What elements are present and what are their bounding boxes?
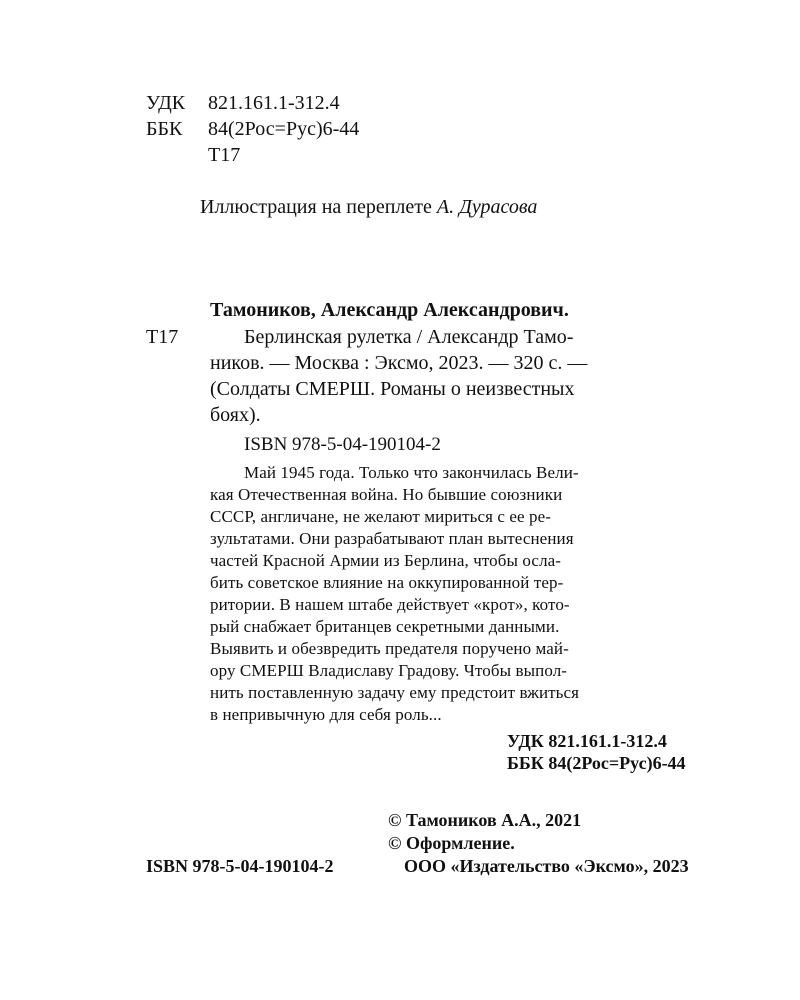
bbk-value: 84(2Рос=Рус)6-44 xyxy=(208,118,360,140)
copyright-isbn: ISBN 978-5-04-190104-2 xyxy=(146,856,334,876)
copyright-author: © Тамоников А.А., 2021 xyxy=(388,810,582,830)
bottom-udk: УДК 821.161.1-312.4 xyxy=(507,731,667,751)
annotation-line: Май 1945 года. Только что закончилась Вели- xyxy=(244,463,579,482)
record-line-3: (Солдаты СМЕРШ. Романы о неизвестных xyxy=(210,378,575,400)
annotation-line: нить поставленную задачу ему предстоит вжиться xyxy=(210,683,580,702)
record-line-1: Берлинская рулетка / Александр Тамо- xyxy=(244,326,574,348)
bottom-bbk: ББК 84(2Рос=Рус)6-44 xyxy=(507,753,686,773)
udk-label: УДК xyxy=(146,92,186,114)
annotation-line: ритории. В нашем штабе действует «крот», кото- xyxy=(210,595,570,614)
bbk-code xyxy=(146,118,359,141)
copyright-design: © Оформление. xyxy=(388,833,515,853)
annotation-line: частей Красной Армии из Берлина, чтобы осла- xyxy=(210,551,562,570)
annotation-line: СССР, англичане, не желают мириться с ее ре- xyxy=(210,507,552,526)
annotation-line: Выявить и обезвредить предателя поручено май- xyxy=(210,639,569,658)
annotation-line: кая Отечественная война. Но бывшие союзники xyxy=(210,485,563,504)
author-mark-record: Т17 xyxy=(146,326,179,348)
author-mark-top: Т17 xyxy=(208,144,241,166)
record-isbn: ISBN 978-5-04-190104-2 xyxy=(244,434,441,455)
annotation-line: рый снабжает британцев секретными данными. xyxy=(210,617,560,636)
annotation-line: зультатами. Они разрабатывают план вытеснения xyxy=(210,529,574,548)
annotation-line: ору СМЕРШ Владиславу Градову. Чтобы выпол- xyxy=(210,661,568,680)
author-heading: Тамоников, Александр Александрович. xyxy=(210,299,569,321)
annotation xyxy=(210,462,716,726)
annotation-line: бить советское влияние на оккупированной тер- xyxy=(210,573,564,592)
illustration-text: Иллюстрация на переплете xyxy=(200,196,432,218)
record-line-2: ников. — Москва : Эксмо, 2023. — 320 с. — xyxy=(210,352,588,374)
annotation-line: в непривычную для себя роль... xyxy=(210,705,442,724)
record-line-4: боях). xyxy=(210,404,261,426)
udk-value: 821.161.1-312.4 xyxy=(208,92,340,114)
udk-code xyxy=(146,92,340,115)
bbk-label: ББК xyxy=(146,118,183,140)
illustration-artist: А. Дурасова xyxy=(436,196,538,218)
illustration-credit xyxy=(200,196,537,219)
copyright-publisher: ООО «Издательство «Эксмо», 2023 xyxy=(404,856,689,876)
